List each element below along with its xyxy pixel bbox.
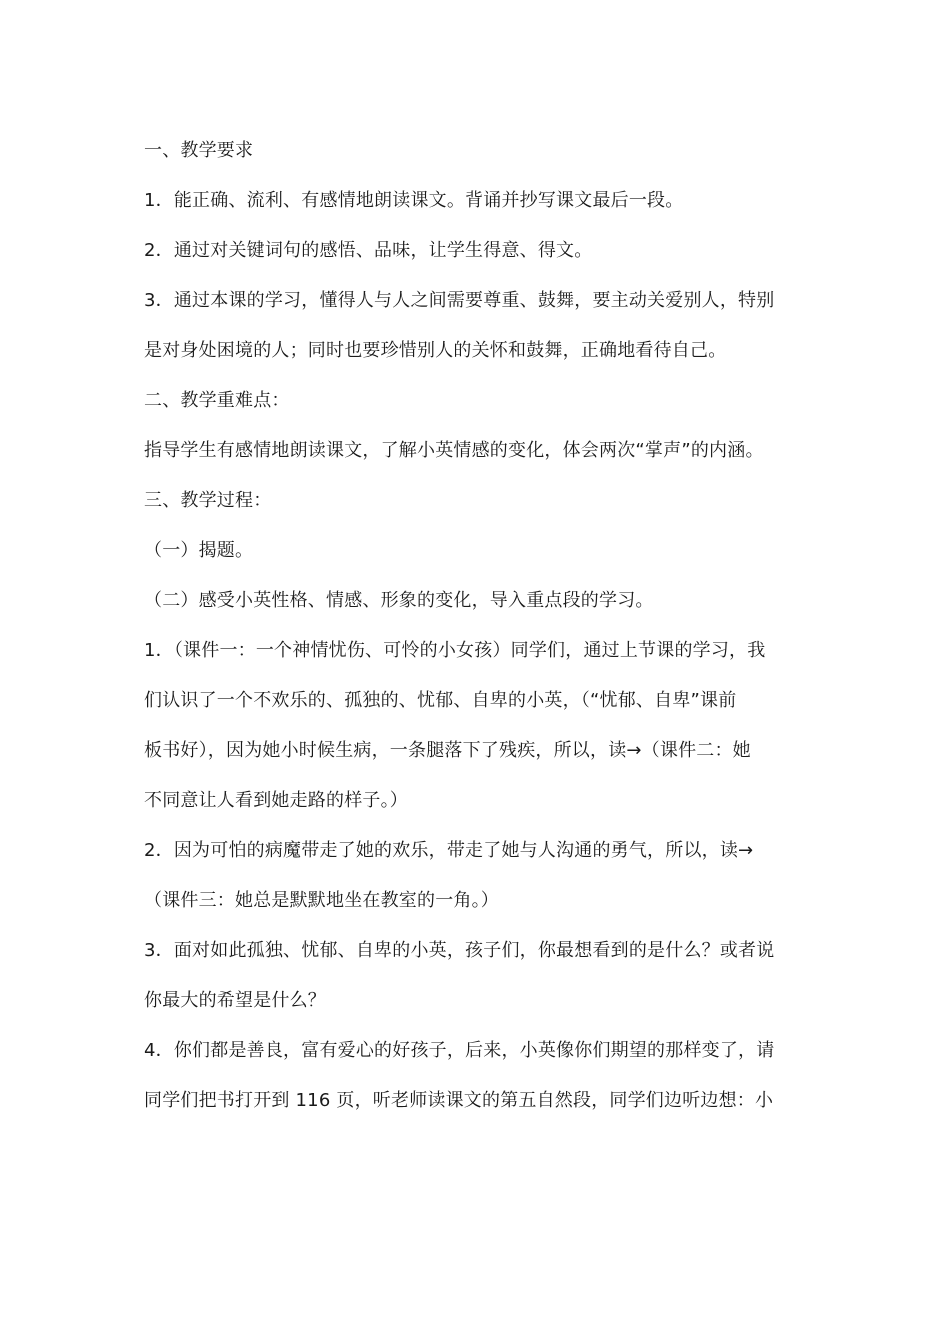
requirement-item-3-line-1: 3．通过本课的学习，懂得人与人之间需要尊重、鼓舞，要主动关爱别人，特别	[144, 290, 775, 311]
process-item-1-line-1: 1．（课件一：一个神情忧伤、可怜的小女孩）同学们，通过上节课的学习，我	[144, 640, 766, 661]
process-item-4-line-2: 同学们把书打开到 116 页，听老师读课文的第五自然段，同学们边听边想：小	[144, 1090, 774, 1111]
process-item-2-line-2: （课件三：她总是默默地坐在教室的一角。）	[144, 890, 499, 911]
section-heading-teaching-process: 三、教学过程：	[144, 490, 272, 511]
process-item-3-line-1: 3．面对如此孤独、忧郁、自卑的小英，孩子们，你最想看到的是什么？或者说	[144, 940, 775, 961]
process-item-4-line-1: 4．你们都是善良，富有爱心的好孩子，后来，小英像你们期望的那样变了，请	[144, 1040, 775, 1061]
section-heading-key-points: 二、教学重难点：	[144, 390, 290, 411]
requirement-item-3-line-2: 是对身处困境的人；同时也要珍惜别人的关怀和鼓舞，正确地看待自己。	[144, 340, 727, 361]
process-step-1-heading: （一）揭题。	[144, 540, 254, 561]
process-item-1-line-3: 板书好），因为她小时候生病，一条腿落下了残疾，所以，读→（课件二：她	[144, 740, 751, 761]
requirement-item-1: 1．能正确、流利、有感情地朗读课文。背诵并抄写课文最后一段。	[144, 190, 684, 211]
process-item-1-line-4: 不同意让人看到她走路的样子。）	[144, 790, 408, 811]
process-step-2-heading: （二）感受小英性格、情感、形象的变化，导入重点段的学习。	[144, 590, 654, 611]
key-points-text: 指导学生有感情地朗读课文，了解小英情感的变化，体会两次“掌声”的内涵。	[144, 440, 764, 461]
section-heading-teaching-requirements: 一、教学要求	[144, 140, 254, 161]
requirement-item-2: 2．通过对关键词句的感悟、品味，让学生得意、得文。	[144, 240, 593, 261]
process-item-2-line-1: 2．因为可怕的病魔带走了她的欢乐，带走了她与人沟通的勇气，所以，读→	[144, 840, 754, 861]
document-body	[144, 126, 814, 1126]
process-item-1-line-2: 们认识了一个不欢乐的、孤独的、忧郁、自卑的小英，（“忧郁、自卑”课前	[144, 690, 737, 711]
process-item-3-line-2: 你最大的希望是什么？	[144, 990, 326, 1011]
